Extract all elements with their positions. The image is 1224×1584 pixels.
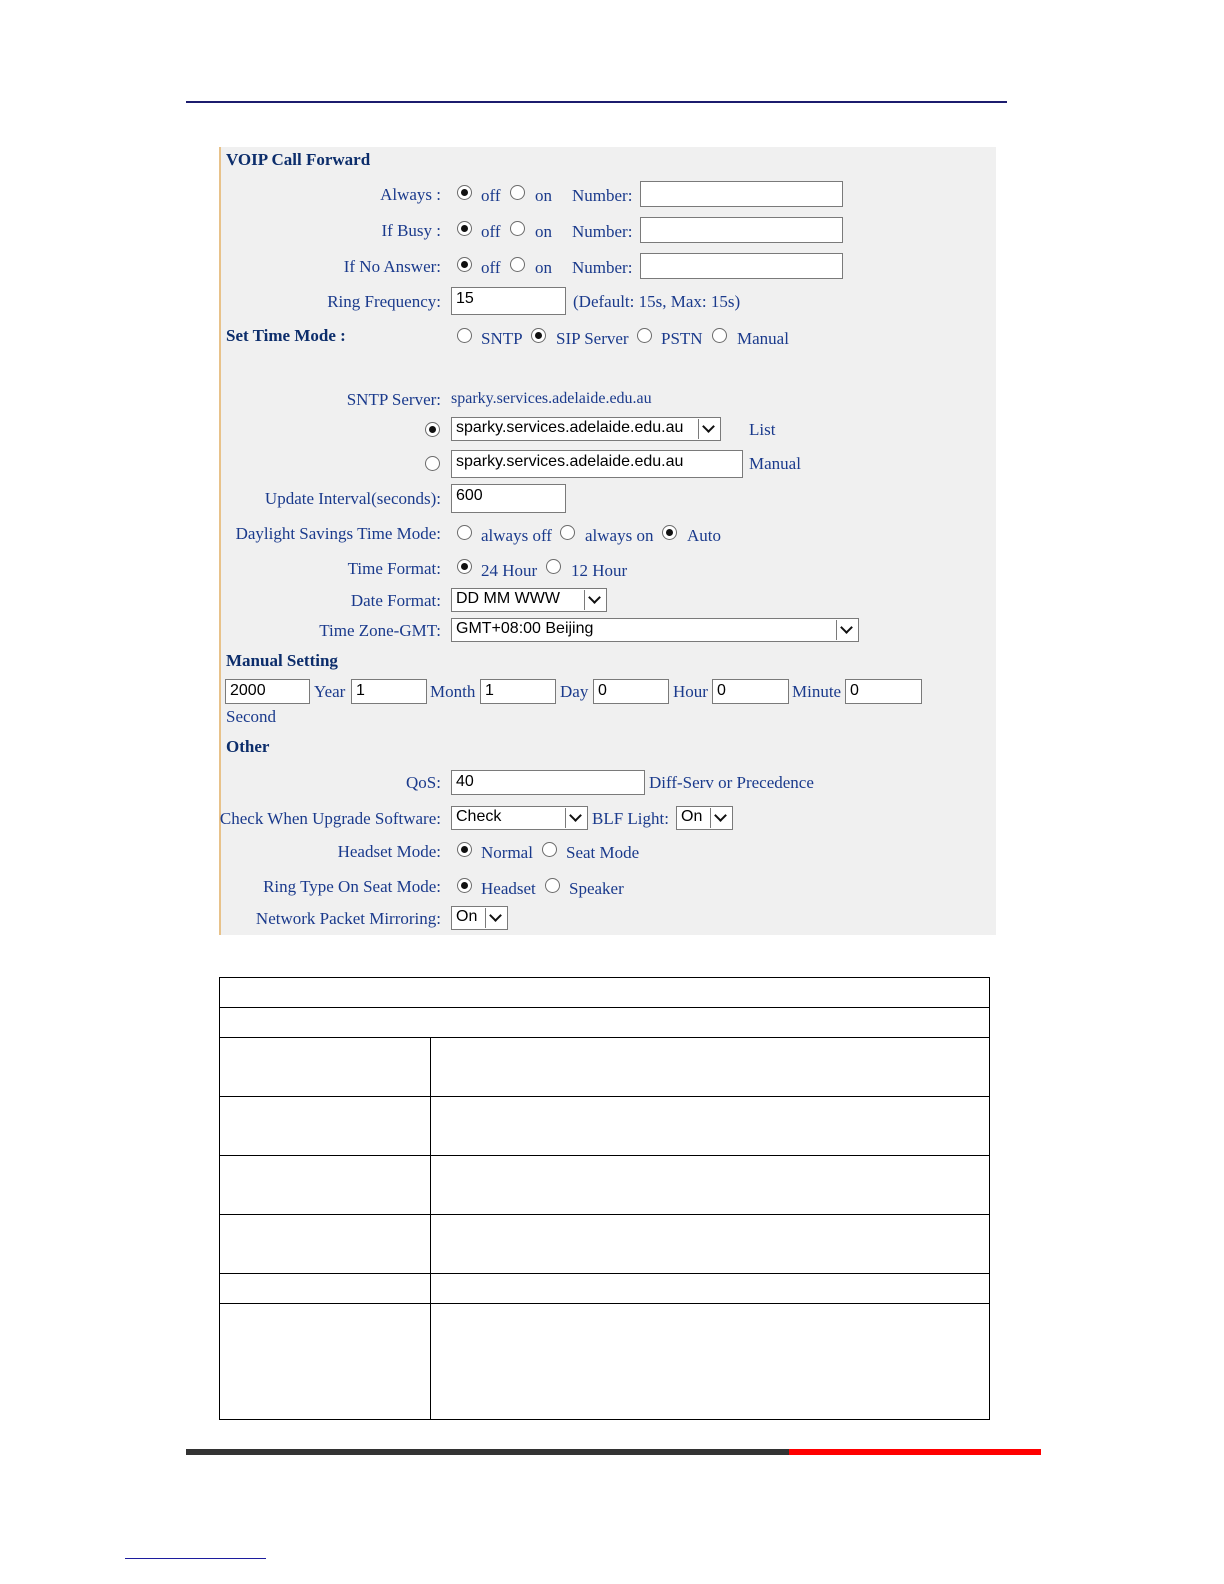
upgrade-check-select[interactable] <box>451 806 588 830</box>
time-mode-sntp-radio[interactable] <box>457 328 472 343</box>
chevron-down-icon <box>565 808 586 828</box>
time-format-12-label: 12 Hour <box>571 561 628 580</box>
ring-type-speaker-radio[interactable] <box>545 878 560 893</box>
dst-always-on-radio[interactable] <box>560 525 575 540</box>
blf-light-select[interactable] <box>676 806 733 830</box>
if-no-answer-on-label: on <box>535 258 552 277</box>
description-table <box>219 977 990 1420</box>
qos-label: QoS: <box>406 773 441 792</box>
headset-normal-label: Normal <box>481 843 533 862</box>
header-rule <box>186 101 1007 103</box>
headset-seat-mode-radio[interactable] <box>542 842 557 857</box>
ring-frequency-note: (Default: 15s, Max: 15s) <box>573 292 741 311</box>
time-mode-sip-server-radio[interactable] <box>531 328 546 343</box>
manual-year-label: Year <box>314 682 346 701</box>
dst-always-off-label: always off <box>481 526 552 545</box>
time-format-label: Time Format: <box>347 559 441 578</box>
sntp-list-radio[interactable] <box>425 422 440 437</box>
manual-setting-heading: Manual Setting <box>226 651 338 670</box>
if-busy-number-label: Number: <box>572 222 633 241</box>
if-busy-on-radio[interactable] <box>510 221 525 236</box>
table-row-divider <box>220 1096 989 1097</box>
table-row-divider <box>220 1007 989 1008</box>
manual-second-label: Second <box>226 707 277 726</box>
always-number-label: Number: <box>572 186 633 205</box>
date-format-label: Date Format: <box>350 591 441 610</box>
if-no-answer-off-label: off <box>481 258 501 277</box>
time-format-12-radio[interactable] <box>546 559 561 574</box>
time-mode-manual-label: Manual <box>737 329 789 348</box>
if-busy-number-input[interactable] <box>640 217 843 243</box>
time-format-24-label: 24 Hour <box>481 561 538 580</box>
chevron-down-icon <box>698 419 719 439</box>
footer-link-underline <box>125 1558 266 1559</box>
manual-month-label: Month <box>430 682 476 701</box>
if-no-answer-number-label: Number: <box>572 258 633 277</box>
other-heading: Other <box>226 737 270 756</box>
date-format-value: DD MM WWW <box>456 590 560 607</box>
table-row-divider <box>220 1155 989 1156</box>
dst-mode-label: Daylight Savings Time Mode: <box>235 524 441 543</box>
manual-hour-label: Hour <box>673 682 708 701</box>
sntp-list-select[interactable] <box>451 417 721 441</box>
ring-type-headset-radio[interactable] <box>457 878 472 893</box>
sntp-manual-label: Manual <box>749 454 801 473</box>
manual-hour-input[interactable]: 0 <box>593 679 669 704</box>
update-interval-input[interactable]: 600 <box>451 484 566 513</box>
chevron-down-icon <box>836 620 857 640</box>
time-zone-label: Time Zone-GMT: <box>319 621 441 640</box>
sntp-list-select-value: sparky.services.adelaide.edu.au <box>456 419 684 436</box>
if-no-answer-number-input[interactable] <box>640 253 843 279</box>
sntp-manual-radio[interactable] <box>425 456 440 471</box>
ring-frequency-label: Ring Frequency: <box>327 292 441 311</box>
if-busy-off-radio[interactable] <box>457 221 472 236</box>
chevron-down-icon <box>710 808 731 828</box>
voip-call-forward-heading: VOIP Call Forward <box>226 150 371 169</box>
packet-mirroring-label: Network Packet Mirroring: <box>255 909 441 928</box>
packet-mirroring-value: On <box>456 908 478 925</box>
set-time-mode-heading: Set Time Mode : <box>226 326 346 345</box>
if-busy-label: If Busy : <box>381 221 441 240</box>
sntp-list-label: List <box>749 420 776 439</box>
if-busy-on-label: on <box>535 222 552 241</box>
upgrade-check-label: Check When Upgrade Software: <box>219 809 441 828</box>
blf-light-label: BLF Light: <box>592 809 669 828</box>
headset-normal-radio[interactable] <box>457 842 472 857</box>
time-format-24-radio[interactable] <box>457 559 472 574</box>
table-row-divider <box>220 1214 989 1215</box>
time-zone-value: GMT+08:00 Beijing <box>456 620 594 637</box>
time-mode-manual-radio[interactable] <box>712 328 727 343</box>
headset-mode-label: Headset Mode: <box>337 842 441 861</box>
time-mode-pstn-radio[interactable] <box>637 328 652 343</box>
always-label: Always : <box>380 185 441 204</box>
date-format-select[interactable] <box>451 588 607 612</box>
always-off-label: off <box>481 186 501 205</box>
ring-type-label: Ring Type On Seat Mode: <box>263 877 441 896</box>
dst-auto-label: Auto <box>687 526 721 545</box>
if-no-answer-label: If No Answer: <box>343 257 441 276</box>
time-mode-sip-server-label: SIP Server <box>556 329 629 348</box>
if-no-answer-on-radio[interactable] <box>510 257 525 272</box>
ring-frequency-input[interactable]: 15 <box>451 287 566 315</box>
ring-type-headset-label: Headset <box>481 879 536 898</box>
chevron-down-icon <box>485 908 506 928</box>
dst-auto-radio[interactable] <box>662 525 677 540</box>
dst-always-on-label: always on <box>585 526 654 545</box>
manual-day-label: Day <box>560 682 589 701</box>
time-mode-sntp-label: SNTP <box>481 329 523 348</box>
if-busy-off-label: off <box>481 222 501 241</box>
qos-note: Diff-Serv or Precedence <box>649 773 814 792</box>
sntp-server-value: sparky.services.adelaide.edu.au <box>451 390 652 407</box>
qos-input[interactable]: 40 <box>451 770 645 795</box>
headset-seat-mode-label: Seat Mode <box>566 843 640 862</box>
manual-minute-label: Minute <box>792 682 842 701</box>
dst-always-off-radio[interactable] <box>457 525 472 540</box>
always-off-radio[interactable] <box>457 185 472 200</box>
always-on-label: on <box>535 186 552 205</box>
manual-day-input[interactable]: 1 <box>480 679 556 704</box>
packet-mirroring-select[interactable] <box>451 906 508 930</box>
manual-month-input[interactable]: 1 <box>351 679 427 704</box>
footer-bar-dark <box>186 1449 789 1455</box>
manual-year-input[interactable]: 2000 <box>225 679 310 704</box>
table-row-divider <box>220 1273 989 1274</box>
if-no-answer-off-radio[interactable] <box>457 257 472 272</box>
table-column-divider <box>430 1037 431 1419</box>
always-number-input[interactable] <box>640 181 843 207</box>
table-row-divider <box>220 1303 989 1304</box>
chevron-down-icon <box>584 590 605 610</box>
manual-minute-input[interactable]: 0 <box>712 679 789 704</box>
ring-type-speaker-label: Speaker <box>569 879 624 898</box>
time-zone-select[interactable] <box>451 618 859 642</box>
table-row-divider <box>220 1037 989 1038</box>
blf-light-value: On <box>681 808 703 825</box>
manual-second-input[interactable]: 0 <box>845 679 922 704</box>
footer-bar-red <box>789 1449 1041 1455</box>
update-interval-label: Update Interval(seconds): <box>264 489 441 508</box>
time-mode-pstn-label: PSTN <box>661 329 703 348</box>
sntp-server-label: SNTP Server: <box>346 390 441 409</box>
always-on-radio[interactable] <box>510 185 525 200</box>
upgrade-check-value: Check <box>456 808 502 825</box>
sntp-manual-input[interactable]: sparky.services.adelaide.edu.au <box>451 450 743 478</box>
